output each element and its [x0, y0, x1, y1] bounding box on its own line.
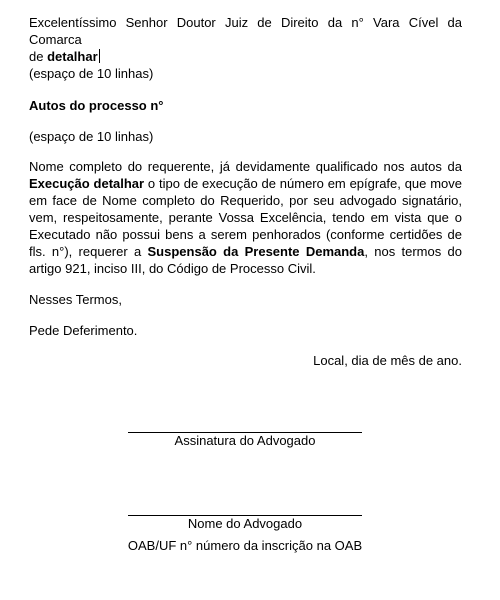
- body-part-1: Nome completo do requerente, já devidamente qualificado nos autos da: [29, 159, 462, 174]
- oab-registration: OAB/UF n° número da inscrição na OAB: [127, 538, 363, 553]
- signature-block-2: [128, 515, 362, 532]
- process-number-heading: Autos do processo n°: [29, 98, 164, 113]
- lawyer-name-label: Nome do Advogado: [187, 516, 303, 531]
- body-bold-suspension: Suspensão da Presente Demanda: [147, 244, 365, 259]
- body-part-2: o tipo de execução de número em epígrafe, que move em face de Nome completo do Requerido, por seu advogado signatário, vem, respeitosamente, perante Vossa Excelência, tendo em vista que o Executado não possui bens a serem penhorados (conforme certidões de fls. n°), requerer a: [29, 176, 463, 259]
- body-part-3: , nos termos do artigo 921, inciso III, do Código de Processo Civil.: [29, 244, 462, 276]
- closing-nesses-termos: Nesses Termos,: [29, 292, 122, 307]
- court-address-bold: detalhar: [47, 49, 98, 64]
- court-address-line1: Excelentíssimo Senhor Doutor Juiz de Direito da n° Vara Cível da Comarca: [29, 15, 462, 47]
- closing-pede-deferimento: Pede Deferimento.: [29, 323, 138, 338]
- text-cursor: [99, 49, 100, 63]
- spacing-note-2: (espaço de 10 linhas): [29, 129, 154, 144]
- petition-body: [29, 158, 462, 277]
- signature-label-1: Assinatura do Advogado: [174, 433, 316, 448]
- spacing-note-1: (espaço de 10 linhas): [29, 66, 154, 81]
- court-address-prefix: de: [29, 49, 48, 64]
- court-address: [29, 14, 462, 65]
- body-bold-execution: Execução detalhar: [29, 176, 145, 191]
- signature-block-1: [128, 432, 362, 449]
- local-date: Local, dia de mês de ano.: [313, 353, 462, 368]
